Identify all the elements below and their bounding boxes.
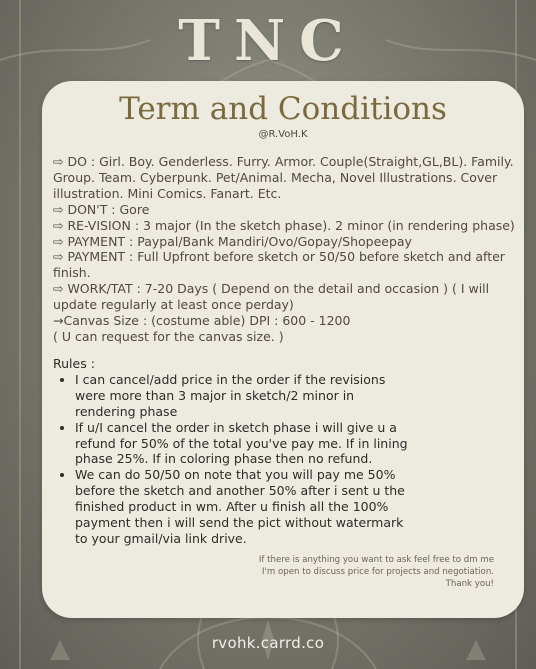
term-work-tat: ⇨ WORK/TAT : 7-20 Days ( Depend on the detail and occasion ) ( I will update regularly at least once perday) [53,281,494,313]
card-title: Term and Conditions [119,91,447,127]
contact-note [259,554,494,590]
term-canvas-request: ( U can request for the canvas size. ) [53,328,284,344]
contact-note-line: Thank you! [445,579,494,589]
rule-item: • If u/I cancel the order in sketch phase i will give u a refund for 50% of the total you've pay me. If in lining phase 25%. If in coloring phase then no refund. [75,420,413,468]
contact-note-line: I'm open to discuss price for projects and negotiation. [262,567,494,577]
rules-section [53,356,413,547]
rules-label: Rules : [53,356,95,371]
rule-item: • We can do 50/50 on note that you will pay me 50% before the sketch and another 50% after i sent u the finished product in wm. After u finish all the 100% payment then i will send the pict without watermark to your gmail/via link drive. [75,467,413,547]
terms-list [53,154,519,345]
artist-handle: @R.VoH.K [258,129,308,140]
term-do: ⇨ DO : Girl. Boy. Genderless. Furry. Armor. Couple(Straight,GL,BL). Family. Group. Team. Cyberpunk. Pet/Animal. Mecha, Novel Illustrations. Cover illustration. Mini Comics. Fanart. Etc. [53,154,518,201]
rules-list [53,372,413,547]
rule-item: • I can cancel/add price in the order if the revisions were more than 3 major in sketch/2 minor in rendering phase [75,372,413,420]
term-canvas-size: →Canvas Size : (costume able) DPI : 600 - 1200 [53,313,351,329]
term-payment-methods: ⇨ PAYMENT : Paypal/Bank Mandiri/Ovo/Gopay/Shopeepay [53,233,412,249]
term-payment-schedule: ⇨ PAYMENT : Full Upfront before sketch or 50/50 before sketch and after finish. [53,249,509,281]
header-title: TNC [178,8,358,74]
website-link[interactable]: rvohk.carrd.co [211,634,325,652]
term-dont: ⇨ DON'T : Gore [53,201,150,217]
terms-card [42,81,524,618]
term-revision: ⇨ RE-VISION : 3 major (In the sketch phase). 2 minor (in rendering phase) [53,217,515,233]
contact-note-line: If there is anything you want to ask feel free to dm me [258,555,494,565]
